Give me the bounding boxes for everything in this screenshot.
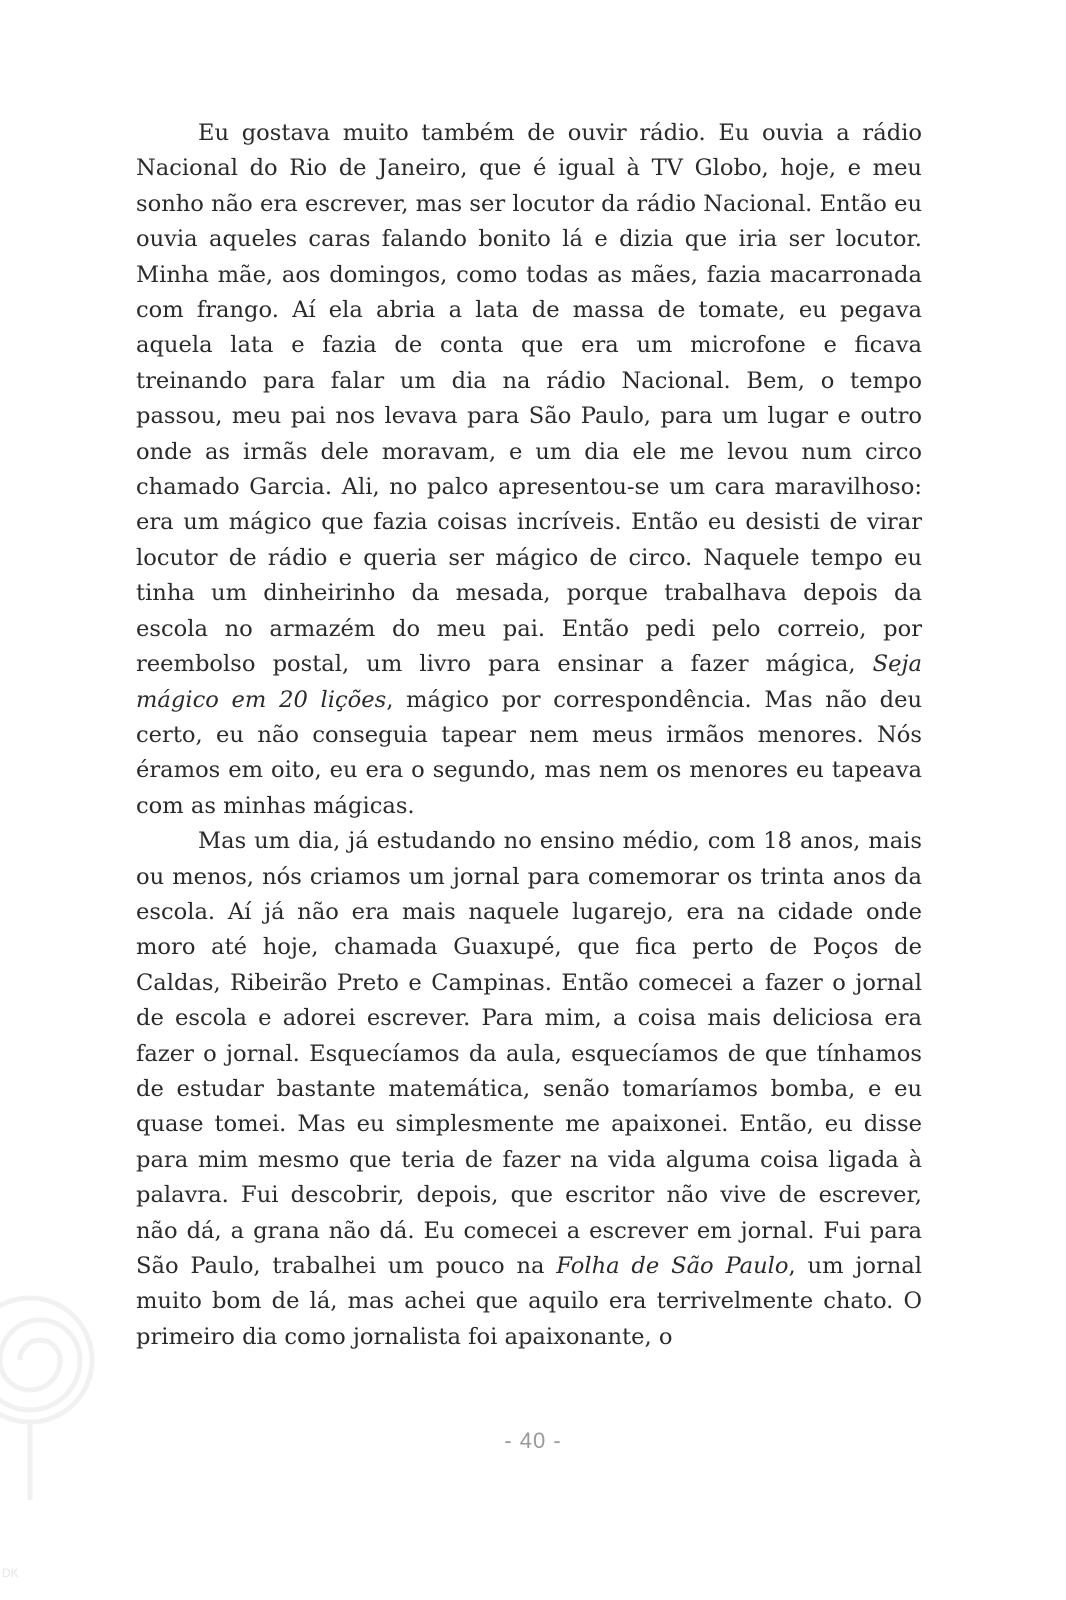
corner-mark: DK (2, 1566, 19, 1580)
page-number: - 40 - (504, 1428, 562, 1453)
paragraph-2-newspaper-title: Folha de São Paulo (556, 1253, 789, 1279)
paragraph-1-text-start: Eu gostava muito também de ouvir rádio. Eu ouvia a rádio Nacional do Rio de Janeiro, que é igual à TV Globo, hoje, e meu sonho não era escrever, mas ser locutor da rádio Nacional. Então eu ouvia aqueles caras falando bonito lá e dizia que iria ser locutor. Minha mãe, aos domingos, como todas as mães, fazia macarronada com frango. Aí ela abria a lata de massa de tomate, eu pegava aquela lata e fazia de conta que era um microfone e ficava treinando para falar um dia na rádio Nacional. Bem, o tempo passou, meu pai nos levava para São Paulo, para um lugar e outro onde as irmãs dele moravam, e um dia ele me levou num circo chamado Garcia. Ali, no palco apresentou-se um cara maravilhoso: era um mágico que fazia coisas incríveis. Então eu desisti de virar locutor de rádio e queria ser mágico de circo. Naquele tempo eu tinha um dinheirinho da mesada, porque trabalhava depois da escola no armazém do meu pai. Então pedi pelo correio, por reembolso postal, um livro para ensinar a fazer mágica, (136, 120, 922, 678)
paragraph-2-text-end: , um jornal muito bom de lá, mas achei que aquilo era terrivelmente chato. O primeiro dia como jornalista foi apaixonante, o (136, 1253, 922, 1350)
paragraph-1-text-end: , mágico por correspondência. Mas não deu certo, eu não conseguia tapear nem meus irmãos menores. Nós éramos em oito, eu era o segundo, mas nem os menores eu tapeava com as minhas mágicas. (136, 686, 923, 819)
body-text (136, 116, 922, 1355)
paragraph-2-text-start: Mas um dia, já estudando no ensino médio, com 18 anos, mais ou menos, nós criamos um jornal para comemorar os trinta anos da escola. Aí já não era mais naquele lugarejo, era na cidade onde moro até hoje, chamada Guaxupé, que fica perto de Poços de Caldas, Ribeirão Preto e Campinas. Então comecei a fazer o jornal de escola e adorei escrever. Para mim, a coisa mais deliciosa era fazer o jornal. Esquecíamos da aula, esquecíamos de que tínhamos de estudar bastante matemática, senão tomaríamos bomba, e eu quase tomei. Mas eu simplesmente me apaixonei. Então, eu disse para mim mesmo que teria de fazer na vida alguma coisa ligada à palavra. Fui descobrir, depois, que escritor não vive de escrever, não dá, a grana não dá. Eu comecei a escrever em jornal. Fui para São Paulo, trabalhei um pouco na (136, 828, 922, 1279)
paragraph-1-book-title: Seja mágico em 20 lições (136, 651, 922, 713)
paragraph-1 (136, 116, 922, 824)
paragraph-2 (136, 824, 922, 1355)
